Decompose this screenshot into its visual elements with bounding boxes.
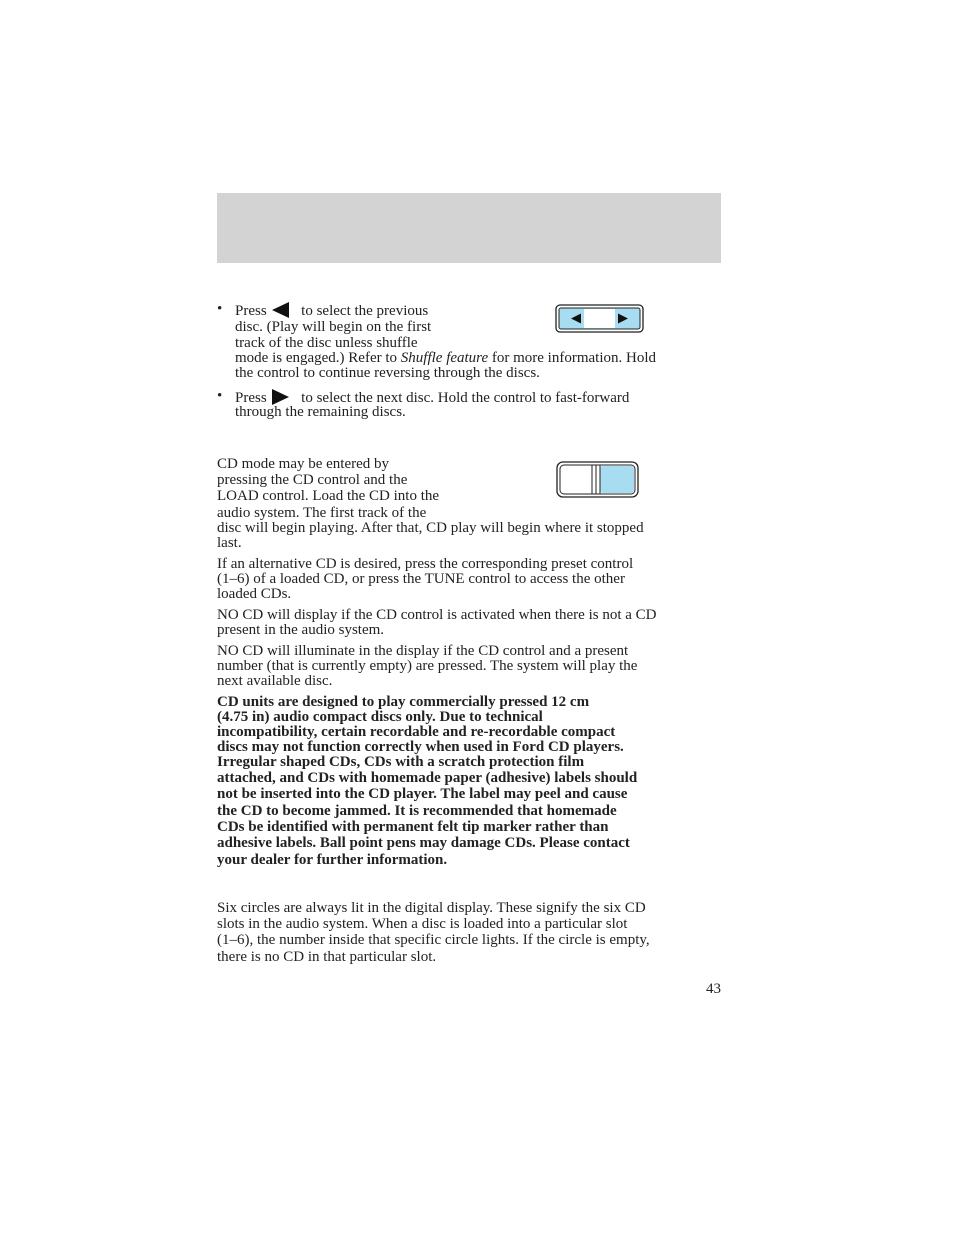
warning-line: Irregular shaped CDs, CDs with a scratch protection film: [217, 754, 585, 770]
bullet-2-line-2: through the remaining discs.: [235, 404, 406, 420]
no-cd-illuminate-line-1: NO CD will illuminate in the display if the CD control and a present: [217, 643, 629, 659]
cd-intro-line-2: pressing the CD control and the: [217, 472, 408, 488]
bullet-1-line-2: disc. (Play will begin on the first: [235, 319, 432, 335]
bullet-1-line-5: the control to continue reversing through the discs.: [235, 365, 540, 381]
right-triangle-icon: [272, 389, 289, 405]
warning-line: (4.75 in) audio compact discs only. Due to technical: [217, 709, 543, 725]
no-cd-display-line-1: NO CD will display if the CD control is activated when there is not a CD: [217, 607, 657, 623]
slots-line-4: there is no CD in that particular slot.: [217, 949, 437, 965]
alt-cd-line-2: (1–6) of a loaded CD, or press the TUNE control to access the other: [217, 571, 625, 587]
cd-intro-line-1: CD mode may be entered by: [217, 456, 390, 472]
no-cd-illuminate-line-2: number (that is currently empty) are pressed. The system will play the: [217, 658, 638, 674]
bullet-dot: •: [217, 388, 223, 404]
warning-line: CDs be identified with permanent felt tip marker rather than: [217, 819, 609, 835]
no-cd-display-line-2: present in the audio system.: [217, 622, 385, 638]
bullet-text: to select the next disc. Hold the control to fast-forward: [301, 390, 630, 406]
section-header-band: [217, 193, 721, 263]
warning-line: the CD to become jammed. It is recommended that homemade: [217, 803, 617, 819]
page-number: 43: [706, 981, 721, 997]
slots-line-1: Six circles are always lit in the digital display. These signify the six CD: [217, 900, 646, 916]
bullet-dot: •: [217, 301, 223, 317]
bullet-1-line-1: [235, 302, 475, 320]
slots-line-2: slots in the audio system. When a disc is loaded into a particular slot: [217, 916, 628, 932]
bullet-text: for more information. Hold: [488, 350, 657, 366]
seek-control-illustration: [555, 304, 645, 334]
press-text: Press: [235, 390, 267, 406]
press-text: Press: [235, 303, 267, 319]
warning-line: attached, and CDs with homemade paper (adhesive) labels should: [217, 770, 638, 786]
warning-line: not be inserted into the CD player. The label may peel and cause: [217, 786, 628, 802]
cd-intro-line-3: LOAD control. Load the CD into the: [217, 488, 440, 504]
bullet-text: mode is engaged.) Refer to: [235, 350, 401, 366]
warning-line: adhesive labels. Ball point pens may damage CDs. Please contact: [217, 835, 630, 851]
cd-intro-line-4: audio system. The first track of the: [217, 505, 427, 521]
cd-control-illustration: [556, 461, 640, 499]
warning-line: discs may not function correctly when used in Ford CD players.: [217, 739, 624, 755]
left-triangle-icon: [272, 302, 289, 318]
cd-intro-line-5: disc will begin playing. After that, CD play will begin where it stopped: [217, 520, 644, 536]
bullet-1-line-3: track of the disc unless shuffle: [235, 335, 418, 351]
no-cd-illuminate-line-3: next available disc.: [217, 673, 333, 689]
cd-intro-line-6: last.: [217, 535, 242, 551]
shuffle-feature-reference: Shuffle feature: [400, 350, 489, 366]
warning-line: your dealer for further information.: [217, 852, 448, 868]
warning-line: incompatibility, certain recordable and re-recordable compact: [217, 724, 616, 740]
alt-cd-line-1: If an alternative CD is desired, press the corresponding preset control: [217, 556, 634, 572]
alt-cd-line-3: loaded CDs.: [217, 586, 292, 602]
slots-line-3: (1–6), the number inside that specific circle lights. If the circle is empty,: [217, 932, 650, 948]
warning-line: CD units are designed to play commercially pressed 12 cm: [217, 694, 590, 710]
bullet-text: to select the previous: [301, 303, 429, 319]
